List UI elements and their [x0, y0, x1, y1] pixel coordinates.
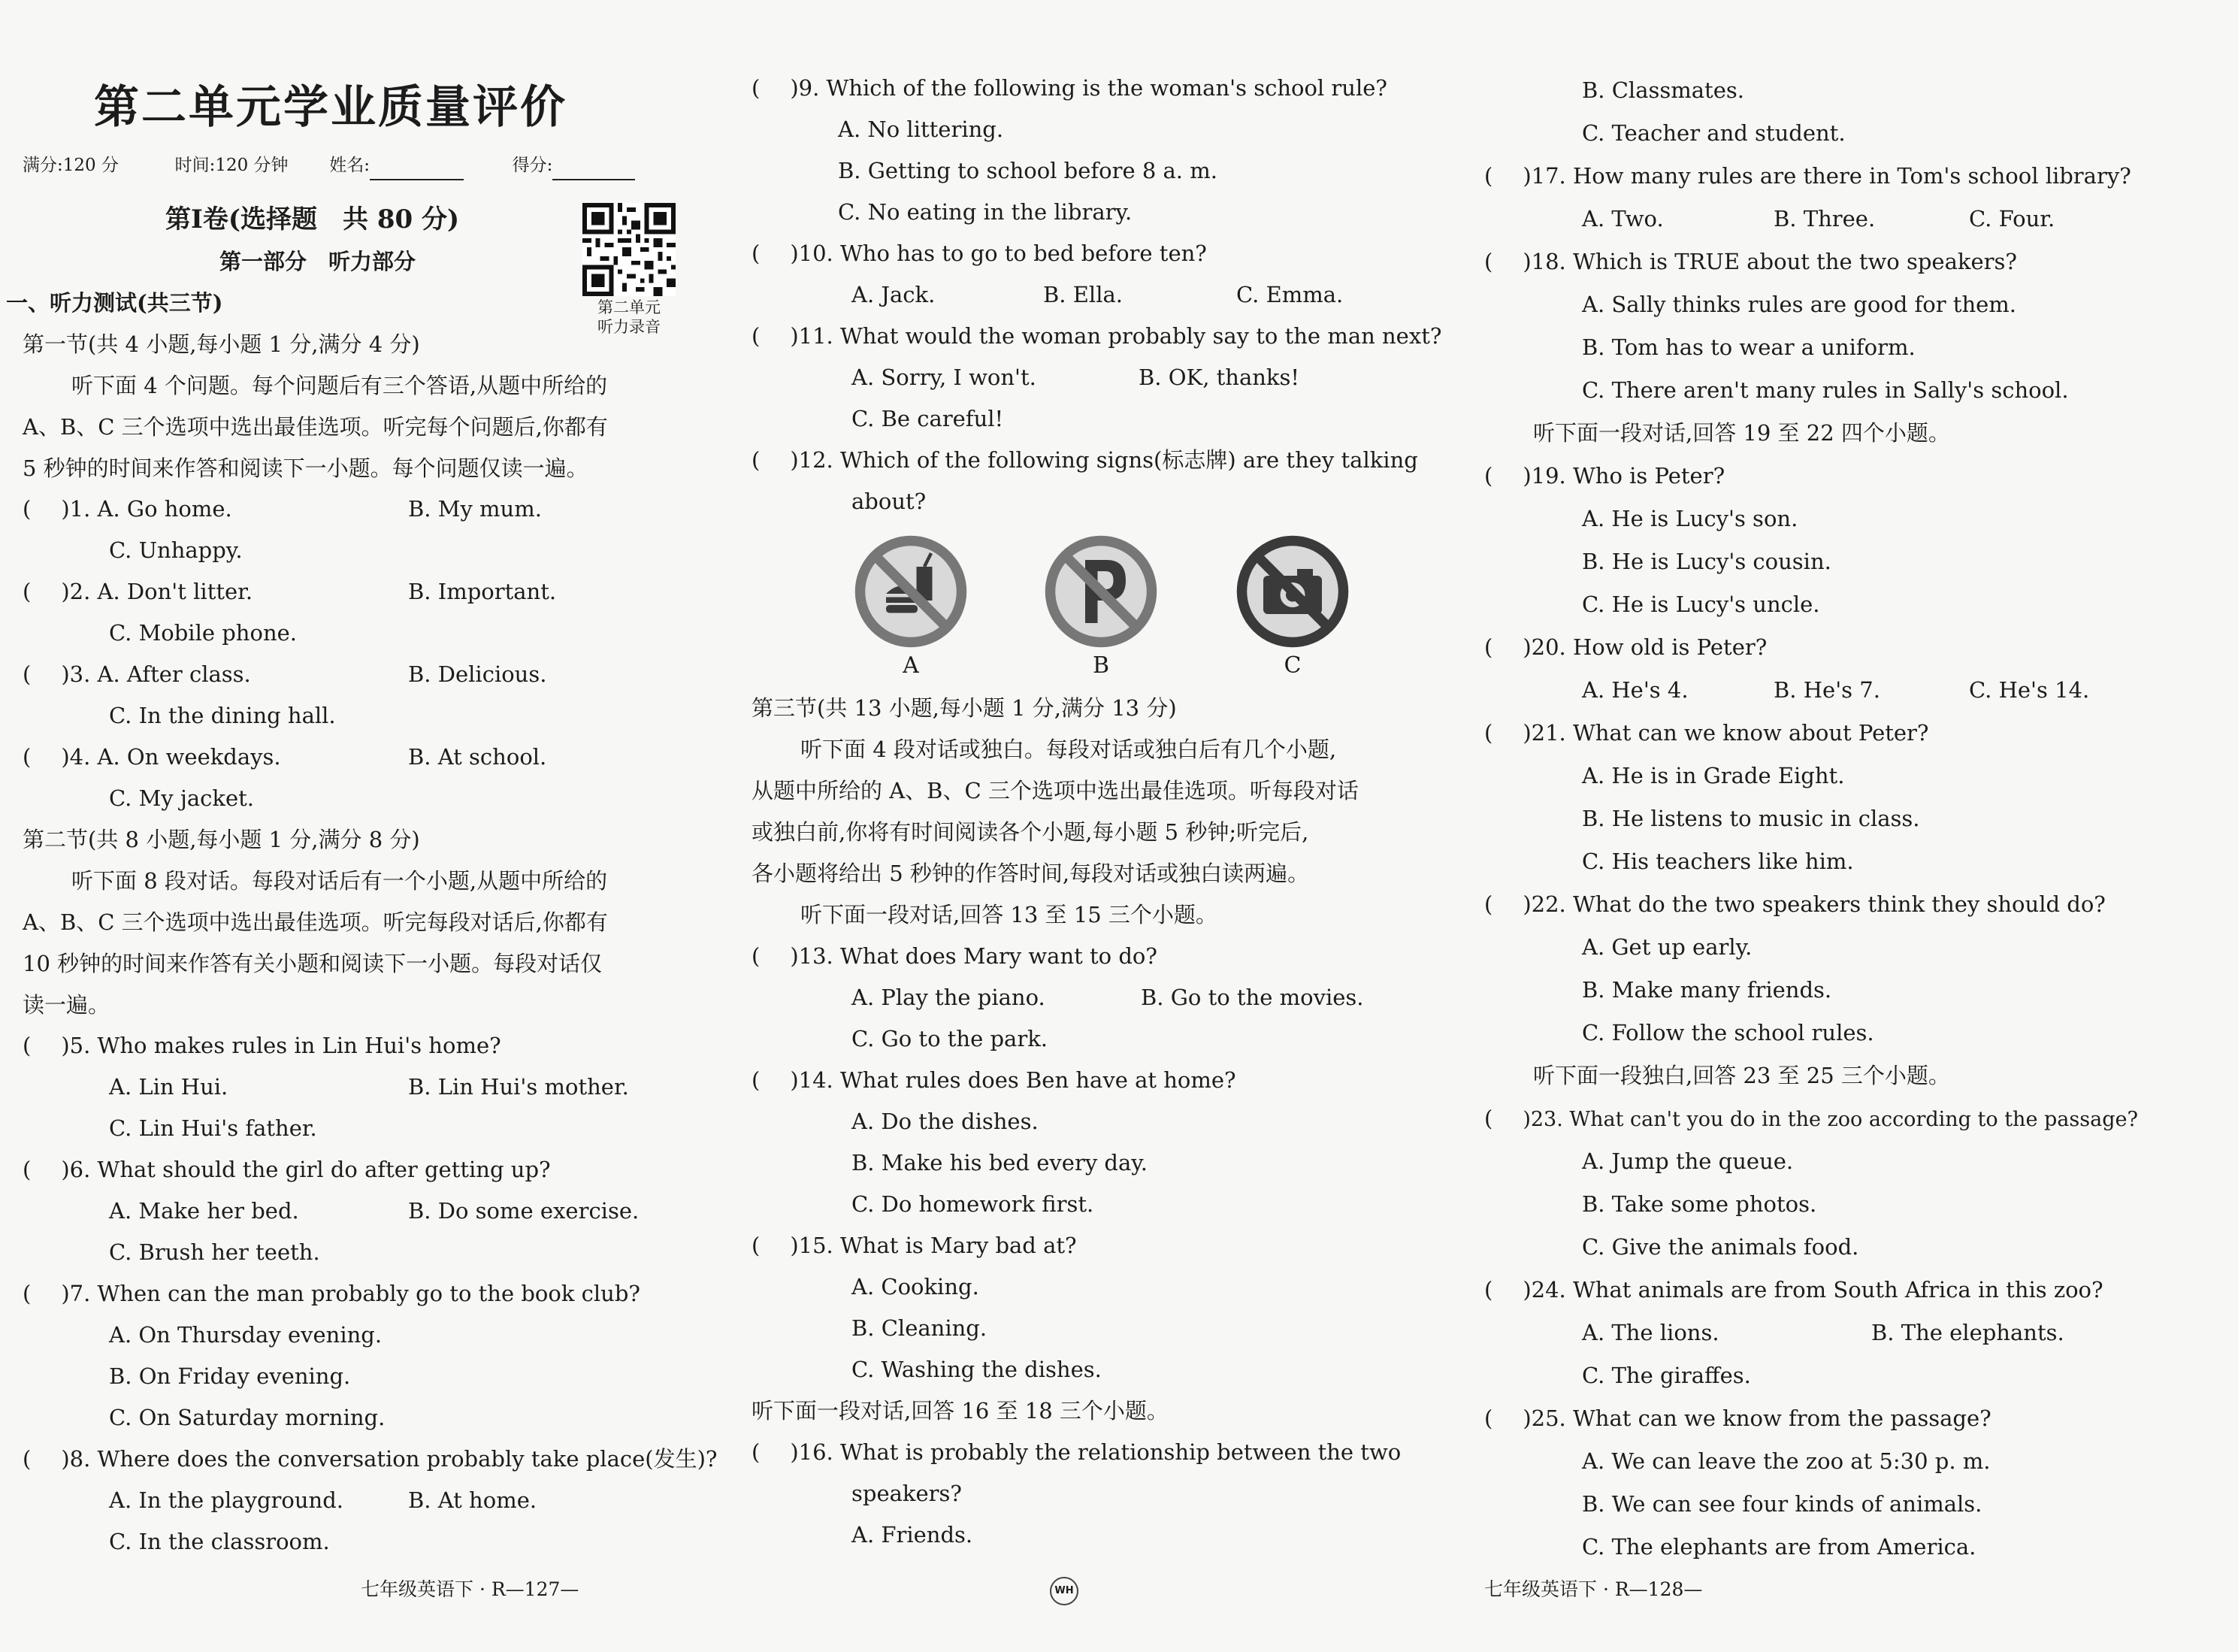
option-b[interactable]: B. Make his bed every day.	[851, 1150, 1148, 1175]
answer-paren[interactable]: (	[23, 1281, 32, 1306]
sign-label-b: B	[1092, 652, 1110, 679]
section1-title: 第一节(共 4 小题,每小题 1 分,满分 4 分)	[23, 331, 420, 357]
option-a[interactable]: A. Sally thinks rules are good for them.	[1582, 292, 2017, 317]
answer-paren[interactable]: (	[23, 661, 32, 687]
option-a[interactable]: A. Sorry, I won't.	[851, 365, 1036, 390]
section3-instruction: 各小题将给出 5 秒钟的作答时间,每段对话或独白读两遍。	[752, 861, 1310, 886]
option-b[interactable]: B. Take some photos.	[1582, 1191, 1817, 1217]
section2-instruction: 听下面 8 段对话。每段对话后有一个小题,从题中所给的	[71, 868, 608, 894]
question-7: ( )7. When can the man probably go to the book club?	[23, 1281, 640, 1306]
option-b[interactable]: B. Classmates.	[1582, 77, 1744, 103]
instruction-13-15: 听下面一段对话,回答 13 至 15 三个小题。	[800, 902, 1217, 927]
option-c[interactable]: C. Give the animals food.	[1582, 1234, 1859, 1260]
option-b[interactable]: B. The elephants.	[1871, 1320, 2064, 1345]
option-c[interactable]: C. In the classroom.	[109, 1529, 330, 1554]
option-a[interactable]: A. We can leave the zoo at 5:30 p. m.	[1582, 1448, 1991, 1474]
option-b[interactable]: B. On Friday evening.	[109, 1363, 351, 1389]
option-c[interactable]: C. His teachers like him.	[1582, 849, 1854, 874]
question-1: ( )1. A. Go home.	[23, 496, 232, 522]
option-a[interactable]: A. Play the piano.	[851, 985, 1045, 1010]
answer-paren[interactable]: (	[1484, 720, 1493, 746]
option-a[interactable]: A. He is in Grade Eight.	[1582, 763, 1845, 788]
option-c[interactable]: C. He's 14.	[1969, 677, 2090, 703]
answer-paren[interactable]: (	[752, 1439, 761, 1465]
option-a[interactable]: A. He is Lucy's son.	[1582, 506, 1798, 531]
exam-meta-row	[23, 150, 635, 180]
question-9: ( )9. Which of the following is the woman's school rule?	[752, 75, 1387, 101]
name-field[interactable]	[370, 159, 464, 180]
option-c[interactable]: C. Washing the dishes.	[851, 1357, 1102, 1382]
option-c[interactable]: C. He is Lucy's uncle.	[1582, 592, 1820, 617]
option-a[interactable]: A. No littering.	[838, 116, 1004, 142]
question-25: ( )25. What can we know from the passage?	[1484, 1405, 1992, 1431]
option-a[interactable]: A. Get up early.	[1582, 934, 1753, 960]
section3-instruction: 或独白前,你将有时间阅读各个小题,每小题 5 秒钟;听完后,	[752, 819, 1309, 845]
option-c[interactable]: C. No eating in the library.	[838, 199, 1133, 225]
option-b[interactable]: B. Tom has to wear a uniform.	[1582, 334, 1916, 360]
answer-paren[interactable]: (	[1484, 163, 1493, 189]
option-b[interactable]: B. Three.	[1774, 206, 1876, 231]
option-a[interactable]: A. Lin Hui.	[109, 1074, 228, 1100]
question-3: ( )3. A. After class.	[23, 661, 251, 687]
answer-paren[interactable]: (	[23, 744, 32, 770]
question-21: ( )21. What can we know about Peter?	[1484, 720, 1929, 746]
section2-instruction: 10 秒钟的时间来作答有关小题和阅读下一小题。每段对话仅	[23, 951, 603, 976]
option-c[interactable]: C. Do homework first.	[851, 1191, 1094, 1217]
option-b[interactable]: B. Do some exercise.	[408, 1198, 640, 1224]
option-b[interactable]: B. Ella.	[1043, 282, 1123, 307]
question-12: ( )12. Which of the following signs(标志牌) are they talking	[752, 447, 1418, 473]
option-b[interactable]: B. Getting to school before 8 a. m.	[838, 158, 1217, 183]
answer-paren[interactable]: (	[752, 447, 761, 473]
option-c[interactable]: C. Brush her teeth.	[109, 1239, 320, 1265]
option-c[interactable]: C. There aren't many rules in Sally's school.	[1582, 377, 2069, 403]
question-4: ( )4. A. On weekdays.	[23, 744, 281, 770]
option-c[interactable]: C. Four.	[1969, 206, 2055, 231]
question-17: ( )17. How many rules are there in Tom's school library?	[1484, 163, 2131, 189]
answer-paren[interactable]: (	[23, 496, 32, 522]
answer-paren[interactable]: (	[1484, 463, 1493, 489]
section1-instruction: 听下面 4 个问题。每个问题后有三个答语,从题中所给的	[71, 373, 608, 398]
answer-paren[interactable]: (	[752, 241, 761, 266]
answer-paren[interactable]: (	[752, 75, 761, 101]
option-c[interactable]: C. Unhappy.	[109, 537, 243, 563]
section1-instruction: 5 秒钟的时间来作答和阅读下一小题。每个问题仅读一遍。	[23, 455, 588, 481]
left-page-column	[6, 0, 718, 1652]
question-16-continued: speakers?	[851, 1481, 962, 1506]
question-2: ( )2. A. Don't litter.	[23, 579, 253, 604]
option-a[interactable]: A. On Thursday evening.	[109, 1322, 383, 1348]
option-b[interactable]: B. We can see four kinds of animals.	[1582, 1491, 1982, 1517]
answer-paren[interactable]: (	[752, 943, 761, 969]
section2-instruction: A、B、C 三个选项中选出最佳选项。听完每段对话后,你都有	[23, 909, 608, 935]
question-18: ( )18. Which is TRUE about the two speakers?	[1484, 249, 2017, 274]
option-c[interactable]: C. Follow the school rules.	[1582, 1020, 1874, 1045]
question-5: ( )5. Who makes rules in Lin Hui's home?	[23, 1033, 501, 1058]
full-score: 满分:120 分	[23, 156, 119, 175]
part1-title: 第Ⅰ卷(选择题 共 80 分)	[165, 204, 460, 234]
option-c[interactable]: C. The giraffes.	[1582, 1363, 1751, 1388]
answer-paren[interactable]: (	[23, 1033, 32, 1058]
option-b[interactable]: B. Make many friends.	[1582, 977, 1832, 1003]
qr-code-icon[interactable]	[582, 203, 676, 296]
question-14: ( )14. What rules does Ben have at home?	[752, 1067, 1236, 1093]
option-c[interactable]: C. Teacher and student.	[1582, 120, 1846, 146]
answer-paren[interactable]: (	[1484, 891, 1493, 917]
option-c[interactable]: C. Lin Hui's father.	[109, 1115, 317, 1141]
question-22: ( )22. What do the two speakers think they should do?	[1484, 891, 2106, 917]
option-b[interactable]: B. Important.	[408, 579, 557, 604]
question-8: ( )8. Where does the conversation probably take place(发生)?	[23, 1446, 718, 1472]
option-a[interactable]: A. Friends.	[851, 1522, 973, 1548]
answer-paren[interactable]: (	[23, 1446, 32, 1472]
no-camera-sign-icon[interactable]	[1236, 535, 1349, 648]
question-12-continued: about?	[851, 489, 927, 514]
answer-paren[interactable]: (	[752, 323, 761, 349]
option-a[interactable]: A. In the playground.	[109, 1487, 343, 1513]
option-c[interactable]: C. My jacket.	[109, 785, 255, 811]
score-label: 得分:	[512, 156, 553, 175]
question-24: ( )24. What animals are from South Africa in this zoo?	[1484, 1277, 2103, 1303]
section2-instruction: 读一遍。	[23, 992, 110, 1018]
listening-heading: 一、听力测试(共三节)	[6, 290, 223, 316]
page-footer-right: 七年级英语下 · R—128—	[1484, 1578, 1703, 1600]
instruction-19-22: 听下面一段对话,回答 19 至 22 四个小题。	[1533, 420, 1950, 446]
instruction-16-18: 听下面一段对话,回答 16 至 18 三个小题。	[752, 1398, 1169, 1424]
option-c[interactable]: C. Go to the park.	[851, 1026, 1048, 1051]
name-label: 姓名:	[329, 156, 370, 175]
option-b[interactable]: B. At school.	[408, 744, 547, 770]
option-b[interactable]: B. Delicious.	[408, 661, 547, 687]
option-b[interactable]: B. He's 7.	[1774, 677, 1880, 703]
page-title: 第二单元学业质量评价	[94, 81, 567, 134]
answer-paren[interactable]: (	[1484, 1405, 1493, 1431]
page-footer-left: 七年级英语下 · R—127—	[361, 1578, 579, 1600]
part1-subtitle: 第一部分 听力部分	[219, 249, 416, 274]
option-a[interactable]: A. Do the dishes.	[851, 1109, 1039, 1134]
option-b[interactable]: B. He is Lucy's cousin.	[1582, 549, 1831, 574]
sign-label-c: C	[1284, 652, 1302, 679]
question-15: ( )15. What is Mary bad at?	[752, 1233, 1077, 1258]
question-6: ( )6. What should the girl do after getting up?	[23, 1157, 551, 1182]
no-parking-sign-icon[interactable]	[1045, 535, 1157, 648]
option-c[interactable]: C. On Saturday morning.	[109, 1405, 386, 1430]
option-b[interactable]: B. Lin Hui's mother.	[408, 1074, 629, 1100]
option-b[interactable]: B. Cleaning.	[851, 1315, 987, 1341]
answer-paren[interactable]: (	[1484, 1106, 1493, 1131]
option-c[interactable]: C. Be careful!	[851, 406, 1004, 431]
option-a[interactable]: A. Make her bed.	[109, 1198, 299, 1224]
question-13: ( )13. What does Mary want to do?	[752, 943, 1157, 969]
publisher-logo: WH	[1050, 1577, 1078, 1605]
question-16: ( )16. What is probably the relationship between the two	[752, 1439, 1402, 1465]
answer-paren[interactable]: (	[752, 1233, 761, 1258]
option-a[interactable]: A. He's 4.	[1582, 677, 1689, 703]
section3-title: 第三节(共 13 小题,每小题 1 分,满分 13 分)	[752, 695, 1177, 721]
option-a[interactable]: A. Cooking.	[851, 1274, 979, 1300]
question-20: ( )20. How old is Peter?	[1484, 634, 1768, 660]
answer-paren[interactable]: (	[752, 1067, 761, 1093]
option-a[interactable]: A. Jack.	[851, 282, 936, 307]
score-field[interactable]	[552, 159, 635, 180]
option-a[interactable]: A. Jump the queue.	[1582, 1148, 1794, 1174]
question-11: ( )11. What would the woman probably say to the man next?	[752, 323, 1442, 349]
section1-instruction: A、B、C 三个选项中选出最佳选项。听完每个问题后,你都有	[23, 414, 608, 440]
option-c[interactable]: C. In the dining hall.	[109, 703, 336, 728]
instruction-23-25: 听下面一段独白,回答 23 至 25 三个小题。	[1533, 1063, 1950, 1088]
option-a[interactable]: A. Two.	[1582, 206, 1664, 231]
option-c[interactable]: C. The elephants are from America.	[1582, 1534, 1976, 1560]
answer-paren[interactable]: (	[23, 1157, 32, 1182]
section3-instruction: 听下面 4 段对话或独白。每段对话或独白后有几个小题,	[800, 737, 1337, 762]
question-10: ( )10. Who has to go to bed before ten?	[752, 241, 1207, 266]
option-c[interactable]: C. Mobile phone.	[109, 620, 297, 646]
question-19: ( )19. Who is Peter?	[1484, 463, 1725, 489]
answer-paren[interactable]: (	[23, 579, 32, 604]
option-b[interactable]: B. My mum.	[408, 496, 542, 522]
option-b[interactable]: B. Go to the movies.	[1141, 985, 1364, 1010]
right-page-column	[1484, 0, 2161, 1652]
answer-paren[interactable]: (	[1484, 249, 1493, 274]
answer-paren[interactable]: (	[1484, 1277, 1493, 1303]
option-b[interactable]: B. OK, thanks!	[1139, 365, 1300, 390]
section3-instruction: 从题中所给的 A、B、C 三个选项中选出最佳选项。听每段对话	[752, 778, 1359, 803]
qr-caption: 第二单元 听力录音	[597, 298, 661, 336]
exam-time: 时间:120 分钟	[174, 156, 289, 175]
middle-column	[752, 0, 1442, 1652]
sign-label-a: A	[903, 652, 919, 679]
question-23: ( )23. What can't you do in the zoo according to the passage?	[1484, 1106, 2138, 1131]
answer-paren[interactable]: (	[1484, 634, 1493, 660]
no-food-drink-sign-icon[interactable]	[854, 535, 967, 648]
option-a[interactable]: A. The lions.	[1582, 1320, 1719, 1345]
option-c[interactable]: C. Emma.	[1236, 282, 1344, 307]
option-b[interactable]: B. He listens to music in class.	[1582, 806, 1920, 831]
option-b[interactable]: B. At home.	[408, 1487, 537, 1513]
section2-title: 第二节(共 8 小题,每小题 1 分,满分 8 分)	[23, 827, 420, 852]
